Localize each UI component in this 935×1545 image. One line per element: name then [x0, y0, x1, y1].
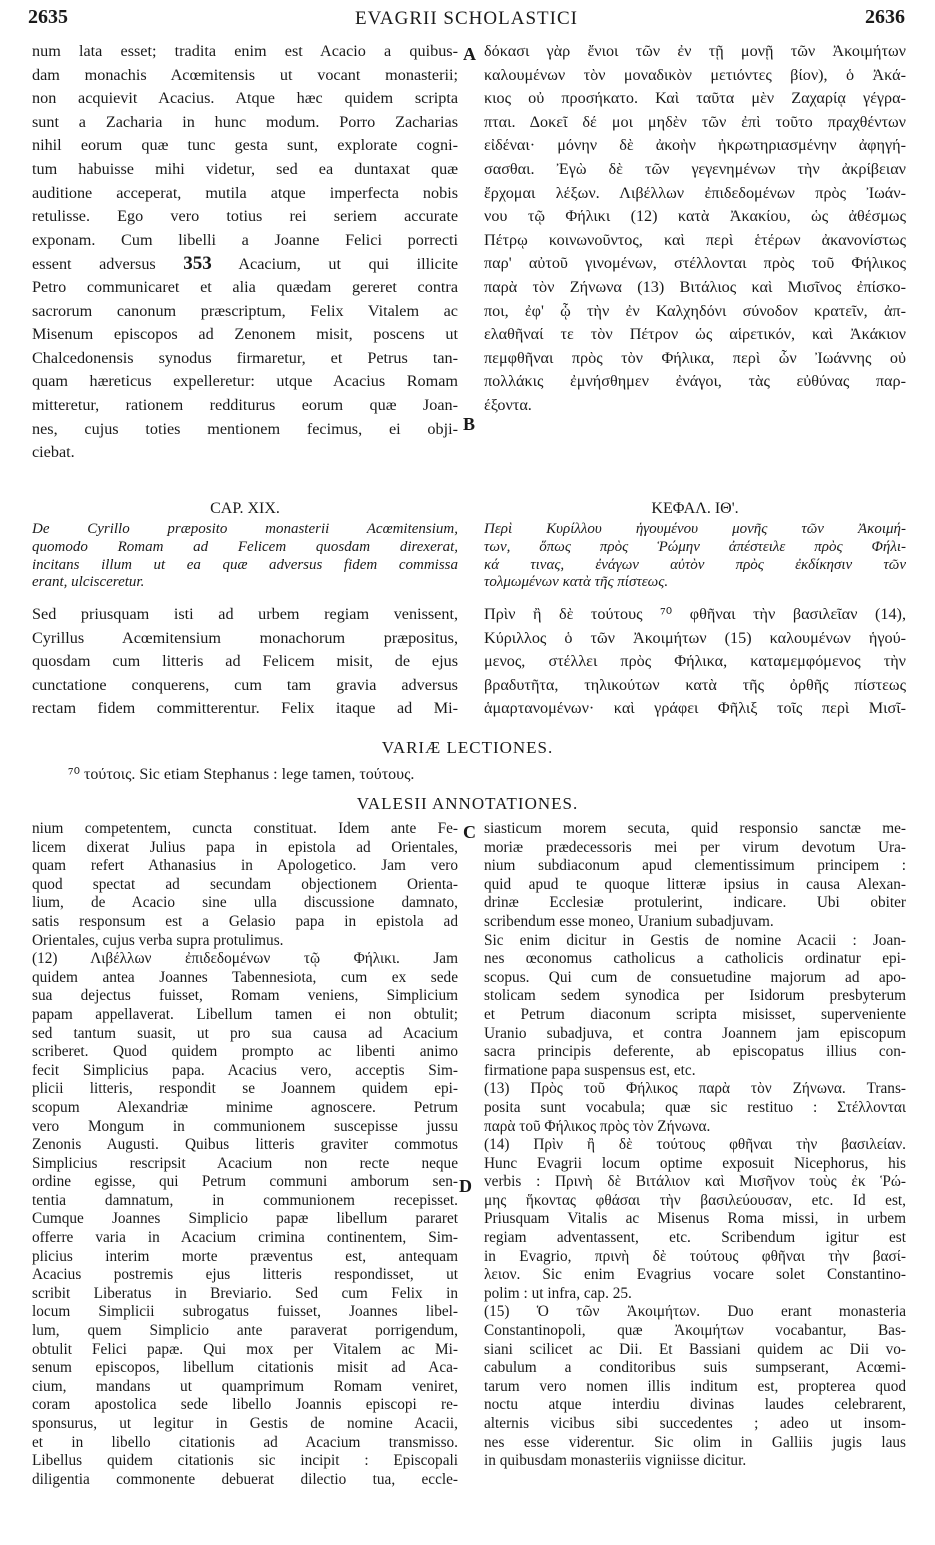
- note-line: noctu atque interdiu divinas laudes celebrarent,: [484, 1396, 906, 1414]
- note-line: Zenonis Augusti. Quibus litteris graviter commotus: [32, 1136, 458, 1154]
- note-line: diligentia commonente debuerat dilectio tua, eccle-: [32, 1470, 458, 1488]
- annotations-right-column: [484, 820, 906, 1471]
- text-line: ciebat.: [32, 443, 75, 462]
- note-line: stolicam sedem synodica per Isidorum presbyterum: [484, 987, 906, 1005]
- note-line: scopus. Qui cum de consuetudine majorum ad apo-: [484, 968, 906, 986]
- note-line: locum Simplicii subrogatus fuisset, Joannes libel-: [32, 1303, 458, 1321]
- text-line: ἁμαρτανομένων· καὶ γράφει Φῆλιξ τοῖς περὶ Μισῖ-: [484, 699, 906, 718]
- note-line: papam appellaverat. Libellum tamen ei non obtulit;: [32, 1005, 458, 1023]
- running-title: EVAGRII SCHOLASTICI: [355, 8, 578, 29]
- note-line: scribendum esse moneo, Uranium subadjuvam.: [484, 912, 774, 930]
- note-line: posita sunt vocabula; quæ sic restituo : Στέλλονται: [484, 1098, 906, 1116]
- chapter-heading-latin: CAP. XIX.: [210, 500, 280, 517]
- column-marker-353: 353: [183, 253, 212, 275]
- note-line: Cumque Joannes Simplicio papæ libellum pararet: [32, 1210, 458, 1228]
- text-line: dam monachis Acœmitensis ut vocant monasterii;: [32, 65, 458, 84]
- annotations-left-column: [32, 820, 458, 1489]
- text-line: βραδυτῆτα, τηλικούτων κατὰ τῆς ὀρθῆς πίστεως: [484, 675, 906, 694]
- note-line: quidem antea Joannes Tabennesiota, cum ex sede: [32, 968, 458, 986]
- note-line: vero Mongum in communionem suscepisse jussu: [32, 1117, 458, 1135]
- text-line: rectam fidem committerentur. Felix itaque ad Mi-: [32, 699, 458, 718]
- text-line: ἔρχομαι λέξων. Λιβέλλων ἐπιδεδομένων πρὸς Ἰωάν-: [484, 183, 906, 202]
- text-line: έξοντα.: [484, 395, 532, 414]
- chapter-summary-greek: [484, 521, 906, 592]
- text-line: πολλάκις ἐμνήσθημεν ἐνάγοι, τὰς εὐθύνας παρ-: [484, 372, 906, 391]
- note-line: (13) Πρὸς τοῦ Φήλικος παρὰ τὸν Ζήνωνα. Trans-: [484, 1080, 906, 1098]
- note-line: polim : ut infra, cap. 25.: [484, 1284, 632, 1302]
- note-line: alternis vicibus sibi succedentes ; adeo ut insom-: [484, 1415, 906, 1432]
- note-line: Priusquam Vitalis ac Misenus Roma missi, in urbem: [484, 1210, 906, 1228]
- note-line: (15) Ὁ τῶν Ἀκοιμήτων. Duo erant monasteria: [484, 1303, 906, 1321]
- note-line: nium subdiaconum apud clementissimum principem :: [484, 857, 906, 875]
- text-line: sacrorum canonum præscriptum, Felix Vitalem ac: [32, 301, 458, 320]
- text-line: non acquievit Acacius. Atque hæc quidem scripta: [32, 89, 458, 108]
- note-line: quid apud te quoque litteræ ipsius in causa Alexan-: [484, 875, 906, 893]
- note-line: obtulit Felici papæ. Qui mox per Vitalem ac Mi-: [32, 1340, 458, 1358]
- note-line: (14) Πρὶν ἢ δὲ τούτους φθῆναι τὴν βασιλείαν.: [484, 1136, 906, 1154]
- summary-line: quomodo Romam ad Felicem quosdam direxerat,: [32, 538, 458, 555]
- text-line: quosdam cum litteris ad Felicem misit, de ejus: [32, 652, 458, 671]
- text-line: auditione acceperat, mutila atque imperfecta nobis: [32, 183, 458, 202]
- margin-letter-a: A: [463, 44, 476, 64]
- note-line: lium, de Acacio sine ulla discussione damnato,: [32, 894, 458, 912]
- page-number-right: 2636: [865, 6, 905, 28]
- note-line: tentia damnatum, in communionem recepisset.: [32, 1191, 458, 1209]
- note-line: verbis : Πρινὴ δὲ Βιτάλιον καὶ Μισῆνον τοὺς ἐκ Ῥώ-: [484, 1173, 906, 1191]
- note-line: regiam adventassent, etc. Scribendum igitur est: [484, 1229, 906, 1247]
- note-line: λειον. Sic enim Evagrius vocare solet Constantino-: [484, 1266, 906, 1284]
- note-line: offerre varia in Acacium crimina continentem, Sim-: [32, 1229, 458, 1247]
- text-line: nes, cujus toties mentionem fecimus, ei obji-: [32, 419, 458, 438]
- note-line: quod spectat ad secundam objectionem Orienta-: [32, 875, 458, 893]
- note-line: plicius interim morte præventus est, antequam: [32, 1247, 458, 1265]
- note-line: Libellus quidem citationis sic incipit : Episcopali: [32, 1452, 458, 1470]
- note-line: cabulum a conditoribus suis sumpserant, Acœmi-: [484, 1359, 906, 1377]
- text-line: tum habuisse mihi videtur, sed ea duntaxat quæ: [32, 159, 458, 178]
- text-line: καλουμένων τὸν μοναδικὸν μετιόντες βίον), ὁ Ἀκά-: [484, 65, 906, 84]
- note-line: moriæ prædecessoris mei per virum devotum Ura-: [484, 838, 906, 856]
- text-line: num lata esset; tradita enim est Acacio a quibus-: [32, 42, 458, 60]
- note-line: quam refert Athanasius in Apologetico. Jam vero: [32, 857, 458, 875]
- text-line: πται. Δοκεῖ δέ μοι μηδὲν τῶν ἐπὶ τοῦτο πραχθέντων: [484, 112, 906, 131]
- margin-letter-c: C: [463, 822, 476, 842]
- summary-line: κά τινας, ἐνάγων αὐτὸν πρὸς ἐκδίκησιν τῶν: [484, 556, 906, 573]
- note-line: nes esse viderentur. Sic olim in Galliis jugis laus: [484, 1433, 906, 1451]
- text-fragment: Acacium, ut qui illicite: [238, 255, 458, 274]
- note-line: Simplicius rescripsit Acacium non recte neque: [32, 1154, 458, 1172]
- text-line: παρὰ τὸν Ζήνωνα (13) Βιτάλιος καὶ Μισῖνος ἐπίσκο-: [484, 277, 906, 296]
- text-line: mitteretur, rationem redditurus eorum quæ Joan-: [32, 395, 458, 414]
- latin-text-column: [32, 40, 458, 465]
- note-line: siasticum morem secuta, quid responsio sanctæ me-: [484, 820, 906, 837]
- note-line: παρὰ τοῦ Φήλικος πρὸς τὸν Ζήνωνα.: [484, 1117, 711, 1135]
- note-line: Orientales, cujus verba supra protulimus.: [32, 931, 284, 949]
- text-line: [32, 252, 458, 276]
- note-line: (12) Λιβέλλων ἐπιδεδομένων τῷ Φήλικι. Jam: [32, 950, 458, 968]
- note-line: sacra principis deferente, ab episcopatus illius con-: [484, 1043, 906, 1061]
- note-line: et Petrum diaconum scripta misisset, superveniente: [484, 1005, 906, 1023]
- note-line: sed tantum suasit, ut pro sua causa ad Acacium: [32, 1024, 458, 1042]
- text-line: πεμφθῆναι πρὸς τὸν Φήλικα, περὶ ὧν Ἰωάννης οὐ: [484, 348, 906, 367]
- text-line: νου τῷ Φήλικι (12) κατὰ Ἀκακίου, ὡς ἀθέσμως: [484, 207, 906, 226]
- note-line: fecit Simplicius papa. Acacius vero, acceptis Sim-: [32, 1061, 458, 1079]
- note-line: in quibusdam monasteriis vigniisse dicitur.: [484, 1452, 747, 1470]
- note-line: in Evagrio, πρινὴ δὲ τούτους φθῆναι τὴν βασί-: [484, 1247, 906, 1265]
- variae-lectiones-heading: VARIÆ LECTIONES.: [381, 738, 554, 757]
- variae-lectiones-text: ⁷⁰ τούτοις. Sic etiam Stephanus : lege tamen, τούτους.: [68, 766, 415, 783]
- text-fragment: essent adversus: [32, 255, 156, 274]
- note-line: Sic enim dicitur in Gestis de nomine Acacii : Joan-: [484, 931, 906, 949]
- text-line: Cyrillus Acœmitensium monachorum præpositus,: [32, 628, 458, 647]
- note-line: Constantinopoli, quæ Ἀκοιμήτων vocabantur, Bas-: [484, 1322, 906, 1340]
- text-line: εἰδέναι· μόνην δὲ ἀκοὴν ἠκρωτηριασμένην ἀφηγή-: [484, 136, 906, 155]
- text-line: exponam. Cum libelli a Joanne Felici porrecti: [32, 230, 458, 249]
- text-line: quam hæreticus expelleretur: utque Acacius Romam: [32, 372, 458, 391]
- note-line: sua dejectus fuisset, Romam veniens, Simplicium: [32, 987, 458, 1005]
- text-line: Κύριλλος ὁ τῶν Ἀκοιμήτων (15) καλουμένων ἡγού-: [484, 628, 906, 647]
- text-line: ελαθῆναί τε τὸν Πέτρον ὡς αἱρετικόν, καὶ Ἀκάκιον: [484, 325, 906, 344]
- note-line: sponsurus, ut legitur in Gestis de nomine Acacii,: [32, 1415, 458, 1432]
- text-line: παρ' αὐτοῦ γινομένων, στέλλονται πρὸς τοῦ Φήλικος: [484, 254, 906, 273]
- summary-line: Περὶ Κυρίλλου ἡγουμένου μονῆς τῶν Ἀκοιμή-: [484, 521, 906, 537]
- greek-text-column: [484, 40, 906, 418]
- note-line: tarum vero nomen illis inditum est, propterea quod: [484, 1377, 906, 1395]
- note-line: satis responsum est a Gelasio papa in epistola ad: [32, 912, 458, 930]
- note-line: μης ἥκοντας φθάσαι τὴν βασιλεύουσαν, etc. Id est,: [484, 1191, 906, 1209]
- text-line: ποι, ἐφ' ᾧ τὴν ἐν Καλχηδόνι σύνοδον κρατεῖν, ἀπ-: [484, 301, 906, 320]
- note-line: scopum Alexandriæ minime agnoscere. Petrum: [32, 1098, 458, 1116]
- text-line: Πρὶν ἢ δὲ τούτους ⁷⁰ φθῆναι τὴν βασιλεῖαν (14),: [484, 605, 906, 623]
- text-line: σασθαι. Ἐγὼ δὲ τῶν γεγενημένων τὴν ἀκρίβειαν: [484, 159, 906, 178]
- summary-line: erant, ulcisceretur.: [32, 574, 145, 591]
- note-line: lum, quem Simplicio ante paraverat porrigendum,: [32, 1322, 458, 1340]
- note-line: scriberet. Quod quidem prompto ac libenti animo: [32, 1043, 458, 1061]
- note-line: nes œconomus catholicus a catholicis ordinatur epi-: [484, 950, 906, 968]
- note-line: plicii litteris, respondit se Joannem quidem epi-: [32, 1080, 458, 1098]
- page-number-left: 2635: [28, 6, 68, 28]
- valesii-annotationes-heading: VALESII ANNOTATIONES.: [356, 794, 579, 813]
- note-line: nium competentem, cuncta constituat. Idem ante Fe-: [32, 820, 458, 837]
- text-line: κιος οὐ προσήκατο. Καὶ ταῦτα μὲν Ζαχαρίᾳ γέγρα-: [484, 89, 906, 108]
- note-line: drinæ Ecclesiæ protulerint, indicare. Ubi obiter: [484, 894, 906, 912]
- note-line: licem dixerat Julius papa in epistola ad Orientales,: [32, 838, 458, 856]
- note-line: firmatione papa suspensus est, etc.: [484, 1061, 696, 1079]
- text-line: retulisse. Ego vero totius rei seriem accurate: [32, 207, 458, 226]
- note-line: senum episcopos, libellum citationis misit ad Aca-: [32, 1359, 458, 1377]
- text-line: δόκασι γὰρ ἔνιοι τῶν ἐν τῇ μονῇ τῶν Ἀκοιμήτων: [484, 42, 906, 60]
- summary-line: De Cyrillo præposito monasterii Acœmitensium,: [32, 521, 458, 537]
- chapter-summary-latin: [32, 521, 458, 592]
- summary-line: των, ὅπως πρὸς Ῥώμην ἀπέστειλε πρὸς Φήλι-: [484, 538, 906, 555]
- note-line: siani scilicet ac Dii. Et Bassiani quidem ac Dii vo-: [484, 1340, 906, 1358]
- chapter-text-latin: [32, 603, 458, 721]
- note-line: Hunc Evagrii locum optime exposuit Nicephorus, his: [484, 1154, 906, 1172]
- note-line: coram apostolica sede libello Joannis episcopi re-: [32, 1396, 458, 1414]
- margin-letter-b: B: [463, 414, 476, 434]
- text-line: sunt a Zacharia in hunc modum. Porro Zacharias: [32, 112, 458, 131]
- note-line: ordine egisse, qui Petrum communi amborum sen-: [32, 1173, 458, 1191]
- summary-line: incitans illum ut ea quæ adversus fidem commissa: [32, 556, 458, 573]
- note-line: et in libello citationis ad Acacium transmisso.: [32, 1433, 458, 1451]
- running-header: [28, 6, 905, 36]
- summary-line: τολμωμένων κατὰ τῆς πίστεως.: [484, 574, 669, 591]
- text-line: cunctatione conquerens, cum tam gravia adversus: [32, 675, 458, 694]
- text-line: nihil eorum quæ tunc gesta sunt, explorate cogni-: [32, 136, 458, 155]
- chapter-text-greek: [484, 603, 906, 721]
- text-line: Petro communicaret et alia quædam gereret contra: [32, 277, 458, 296]
- note-line: scribit Liberatus in Breviario. Sed cum Felix in: [32, 1284, 458, 1302]
- text-line: Πέτρῳ κοινωνοῦντος, καὶ περὶ ἑτέρων ἀκανονίστως: [484, 230, 906, 249]
- text-line: μενος, στέλλει πρὸς Φήλικα, καταμεμφόμενος τὴν: [484, 652, 906, 671]
- margin-letter-d: D: [459, 1176, 472, 1196]
- text-line: Misenum episcopos ad Zenonem misit, poscens ut: [32, 325, 458, 344]
- text-line: Chalcedonensis synodus firmaretur, et Petrus tan-: [32, 348, 458, 367]
- note-line: cium, mandans ut quamprimum Romam veniret,: [32, 1377, 458, 1395]
- text-line: Sed priusquam isti ad urbem regiam venissent,: [32, 605, 458, 623]
- note-line: Uranio subadjuva, et contra Joannem jam episcopum: [484, 1024, 906, 1042]
- note-line: Acacius postremis ejus litteris respondisset, ut: [32, 1266, 458, 1284]
- chapter-heading-greek: ΚΕΦΑΛ. ΙΘ'.: [651, 500, 739, 517]
